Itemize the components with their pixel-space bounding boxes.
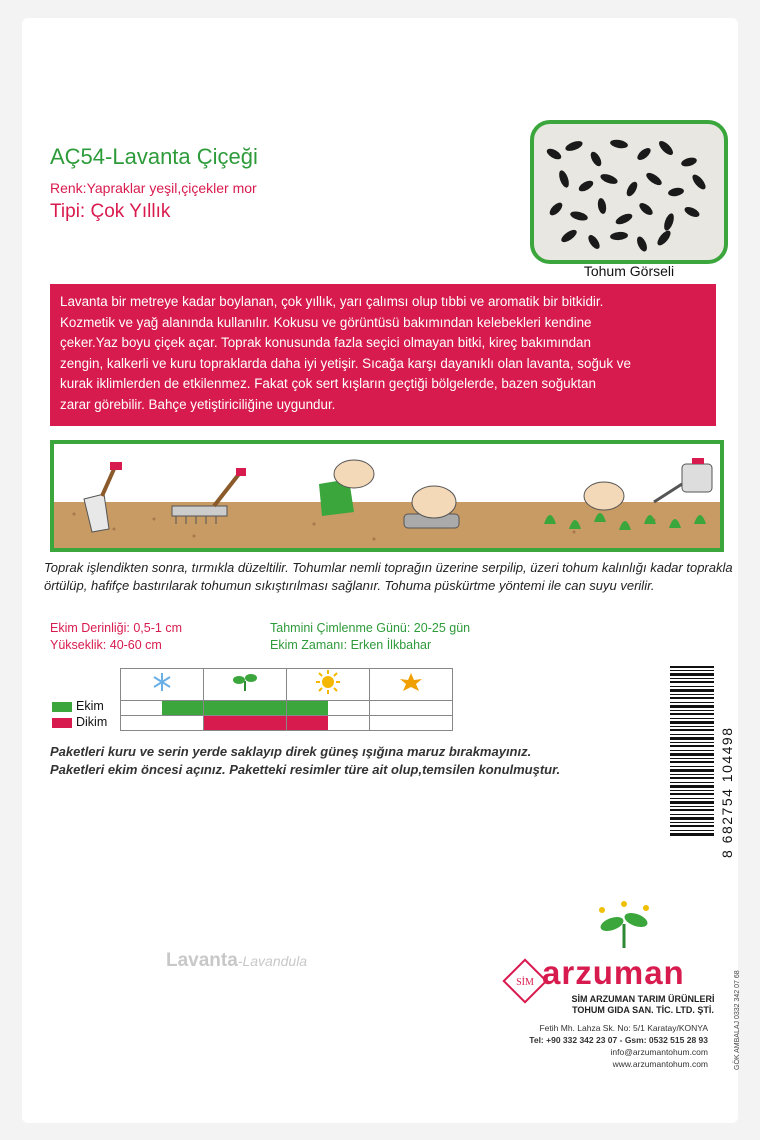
planting-instructions	[44, 559, 734, 595]
note-line: Paketleri kuru ve serin yerde saklayıp direk güneş ışığına maruz bırakmayınız.	[50, 744, 532, 759]
description-line: zengin, kalkerli ve kuru topraklarda daha iyi yetişir. Sıcağa karşı dayanıklı olan lavanta, soğuk ve	[60, 355, 631, 371]
spec-germination: Tahmini Çimlenme Günü: 20-25 gün	[270, 621, 471, 635]
planting-calendar	[120, 668, 453, 731]
seed-caption: Tohum Görseli	[583, 263, 675, 279]
seeds-illustration	[534, 124, 724, 260]
company-address: Fetih Mh. Lahza Sk. No: 5/1 Karatay/KONYA	[539, 1023, 708, 1033]
description-box	[50, 284, 716, 426]
product-label: Lavanta-Lavandula	[166, 950, 308, 971]
description-line: çeker.Yaz boyu çiçek açar. Toprak konusunda fazla seçici olmayan bitki, kireç bakımından	[60, 335, 591, 350]
company-contact	[492, 1022, 708, 1070]
barcode-number: 8 682754 104498	[719, 726, 735, 858]
sim-badge-text: SİM	[516, 977, 534, 988]
company-email: info@arzumantohum.com	[610, 1047, 708, 1057]
product-type: Tipi: Çok Yıllık	[50, 201, 171, 222]
sprout-logo-icon	[594, 900, 654, 955]
legend-ekim: Ekim	[52, 699, 104, 713]
instruction-line: Toprak işlendikten sonra, tırmıkla düzeltilir. Tohumlar nemli toprağın üzerine serpilip, üzeri tohum kalınlığı kadar toprakla	[44, 560, 733, 575]
snowflake-icon	[121, 669, 204, 701]
note-line: Paketleri ekim öncesi açınız. Paketteki resimler türe ait olup,temsilen konulmuştur.	[50, 762, 561, 777]
description-line: kurak iklimlerden de etkilenmez. Fakat çok sert kışların geçtiği bölgelerde, bazen soğuktan	[60, 376, 596, 391]
description-line: Lavanta bir metreye kadar boylanan, çok yıllık, yarı çalımsı olup tıbbi ve aromatik bir bitkidir.	[60, 294, 604, 309]
company-name: SİM ARZUMAN TARIM ÜRÜNLERİ TOHUM GIDA SAN. TİC. LTD. ŞTİ.	[571, 994, 715, 1015]
printer-info: GÖK AMBALAJ 0332 342 07 68	[734, 970, 741, 1070]
seed-packet-back	[22, 18, 741, 1123]
planting-steps-drawing	[54, 444, 720, 548]
autumn-leaf-icon	[370, 669, 453, 701]
description-line: zarar görebilir. Bahçe yetiştiriciliğine uygundur.	[60, 396, 336, 412]
sun-icon	[287, 669, 370, 701]
company-phone: Tel: +90 332 342 23 07 - Gsm: 0532 515 28 93	[529, 1035, 708, 1045]
barcode-bars	[670, 666, 714, 836]
storage-notes	[50, 743, 690, 779]
instruction-line: örtülüp, hafifçe bastırılarak tohumun sıkıştırılması sağlanır. Tohuma püskürtme yöntemi ile can suyu verilir.	[44, 578, 655, 593]
company-web: www.arzumantohum.com	[612, 1059, 708, 1069]
seed-image	[530, 120, 728, 264]
planting-steps-illustration	[50, 440, 724, 552]
spec-sowing-time: Ekim Zamanı: Erken İlkbahar	[270, 638, 432, 652]
spec-height: Yükseklik: 40-60 cm	[50, 638, 162, 652]
sprout-icon	[204, 669, 287, 701]
company-logo: arzuman	[542, 954, 685, 991]
legend-dikim: Dikim	[52, 715, 107, 729]
barcode	[670, 666, 714, 841]
spec-depth: Ekim Derinliği: 0,5-1 cm	[50, 621, 182, 635]
product-color: Renk:Yapraklar yeşil,çiçekler mor	[50, 180, 257, 196]
product-title: AÇ54-Lavanta Çiçeği	[50, 144, 258, 169]
description-line: Kozmetik ve yağ alanında kullanılır. Kokusu ve görüntüsü bakımından kelebekleri kendine	[60, 314, 592, 330]
